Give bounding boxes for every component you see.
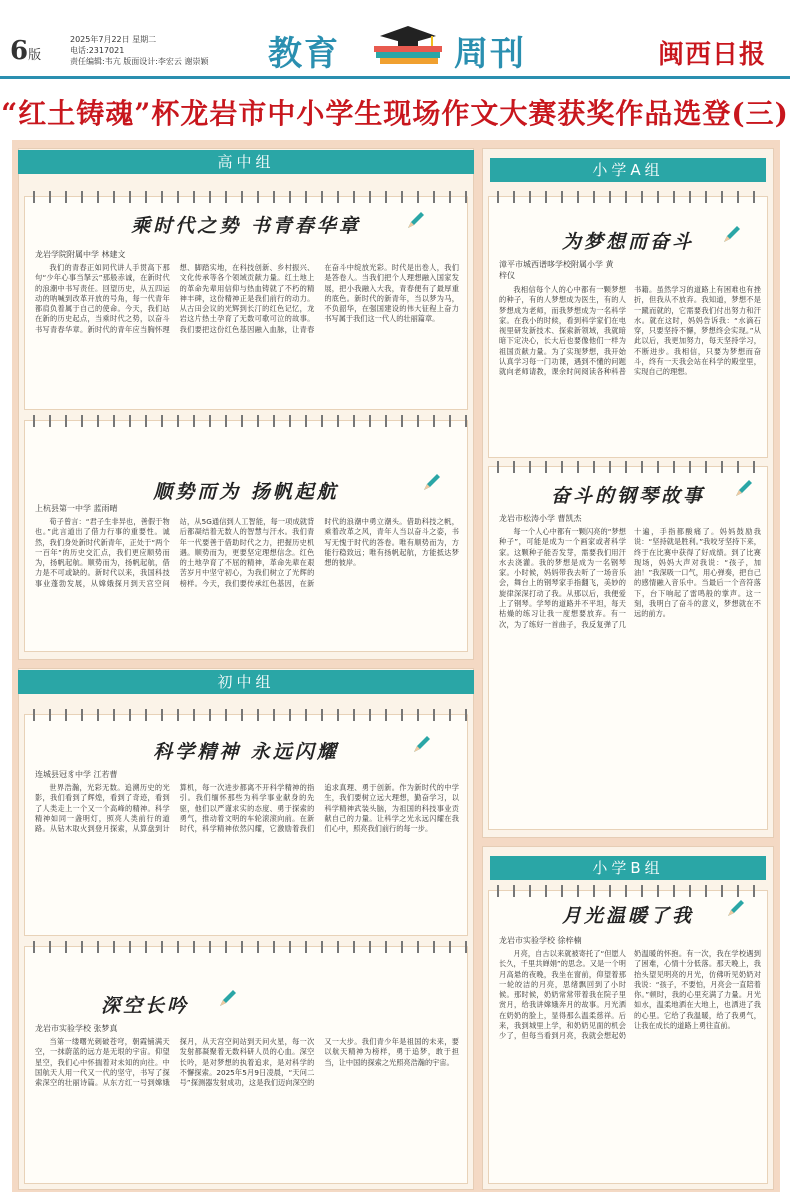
binder-rings (489, 461, 767, 473)
article-card-2 (24, 420, 468, 652)
article-author: 龙岩市实验学校 徐梓楠 (499, 936, 582, 945)
section-tab-primary-b: 小学B组 (490, 856, 766, 880)
pencil-icon (721, 223, 743, 245)
article-author: 龙岩市松涛小学 曹凯杰 (499, 514, 582, 523)
article-card-7 (488, 890, 768, 1184)
article-author: 上杭县第一中学 蓝雨晴 (35, 504, 118, 513)
section-tab-high-school: 高中组 (18, 150, 474, 174)
brand-right: 周刊 (454, 34, 526, 74)
masthead (0, 0, 790, 76)
article-body: 我相信每个人的心中都有一颗梦想的种子，有的人梦想成为医生，有的人梦想成为老师，而我梦想成为一名科学家。在我小的时候，看到科学家们在电视里研发新技术、探索新领域，我就暗暗下定决心，长大后也要像他们一样为祖国贡献力量。为了实现梦想，我开始认真学习每一门功课，遇到不懂的问题就向老师请教，课余时间阅读各种科普书籍。虽然学习的道路上有困难也有挫折，但我从不放弃。我知道，梦想不是一蹴而就的，它需要我们付出努力和汗水。就在这时，妈妈告诉我：“水滴石穿，只要坚持不懈，梦想终会实现。”从此以后，我更加努力，每天坚持学习，不断进步。我相信，只要为梦想而奋斗，终有一天我会站在科学的殿堂里，实现自己的理想。 (499, 285, 761, 377)
article-body: 每一个人心中都有一颗闪亮的“梦想种子”，可能是成为一个画家或者科学家。这颗种子能否发芽，需要我们用汗水去浇灌。我的梦想是成为一名钢琴家。小时候，妈妈带我去听了一场音乐会，舞台上的钢琴家手指翻飞，美妙的旋律深深打动了我。从那以后，我便爱上了钢琴。学琴的道路并不平坦，每天枯燥的练习让我一度想要放弃。有一次，为了练好一首曲子，我反复弹了几十遍，手指都酸痛了。妈妈鼓励我说：“坚持就是胜利。”我咬牙坚持下来，终于在比赛中获得了好成绩。到了比赛现场，妈妈大声对我说：“孩子，加油！”我深吸一口气，用心弹奏，把自己的感情融入音乐中。当最后一个音符落下，台下响起了雷鸣般的掌声。这一刻，我明白了奋斗的意义，梦想就在不远的前方。 (499, 527, 761, 629)
section-tab-middle-school: 初中组 (18, 670, 474, 694)
article-card-6 (488, 466, 768, 830)
article-author: 连城县冠豸中学 江若曹 (35, 770, 118, 779)
article-author: 漳平市城西谱哆学校附属小学 黄梓仪 (499, 260, 614, 280)
article-author: 龙岩市实验学校 张梦真 (35, 1024, 118, 1033)
article-title: 顺势而为 扬帆起航 (153, 481, 339, 503)
article-card-1 (24, 196, 468, 410)
article-card-5 (488, 196, 768, 458)
article-title: 深空长吟 (100, 995, 189, 1017)
binder-rings (489, 191, 767, 203)
pencil-icon (725, 897, 747, 919)
binder-rings (489, 885, 767, 897)
article-card-3 (24, 714, 468, 936)
binder-rings (25, 941, 467, 953)
article-body: 我们的青春正如同代讲人手贯高下那句“少年心事当拏云”那般赤诚，在新时代的浪潮中书写责任。回望历史，从五四运动的呐喊到改革开放的号角，每一代青年都肩负着属于自己的使命。今天，我们站在新的历史起点，当乘时代之势，以奋斗书写青春华章。新时代的青年应当胸怀理想、脚踏实地，在科技创新、乡村振兴、文化传承等各个领域贡献力量。红土地上的革命先辈用信仰与热血铸就了不朽的精神丰碑，这份精神正是我们前行的动力。从古田会议的光辉到长汀的红色记忆，龙岩这片热土孕育了无数可歌可泣的故事。我们要把这份红色基因融入血脉，让青春在奋斗中绽放光彩。时代是出卷人，我们是答卷人。当我们把个人理想融入国家发展，把小我融入大我，青春便有了最厚重的底色。新时代的新青年，当以梦为马，不负韶华，在强国建设的伟大征程上奋力书写属于我们这一代人的壮丽篇章。 (35, 263, 459, 334)
pencil-icon (733, 477, 755, 499)
article-title: 奋斗的钢琴故事 (550, 485, 705, 507)
article-author: 龙岩学院附属中学 林建文 (35, 250, 126, 259)
graduation-cap-books-icon (366, 24, 450, 68)
phone-line: 电话:2317021 (70, 46, 125, 55)
pencil-icon (405, 209, 427, 231)
article-title: 乘时代之势 书青春华章 (131, 215, 361, 237)
article-title: 为梦想而奋斗 (561, 231, 694, 253)
pencil-icon (421, 471, 443, 493)
date-line: 2025年7月22日 星期二 (70, 35, 157, 44)
binder-rings (25, 709, 467, 721)
article-title: 月光温暖了我 (561, 905, 694, 927)
pencil-icon (217, 987, 239, 1009)
editors-line: 责任编辑:韦亢 版面设计:李宏云 谢崇颖 (70, 57, 209, 66)
article-body: 世界浩瀚，光彩无数。追溯历史的光影，我们看到了辉煌，看到了奇迹，看到了人类走上一个又一个高峰的精神。科学精神如同一盏明灯，照亮人类前行的道路。从钻木取火到登月探索，从算盘到计算机，每一次进步都离不开科学精神的指引。我们缅怀那些为科学事业献身的先驱，他们以严谨求实的态度、勇于探索的勇气，推动着文明的车轮滚滚向前。在新时代，科学精神依然闪耀，它激励着我们追求真理、勇于创新。作为新时代的中学生，我们要树立远大理想，勤奋学习，以科学精神武装头脑，为祖国的科技事业贡献自己的力量。让科学之光永远闪耀在我们心中，照亮我们前行的每一步。 (35, 783, 459, 834)
page-headline: “红土铸魂”杯龙岩市中小学生现场作文大赛获奖作品选登(三) (1, 97, 789, 130)
article-body: 当第一缕曙光刺破苍穹，朝霞铺满天空，一抹蔚蓝的远方是无垠的宇宙。仰望星空，我们心中怀揣着对未知的向往。中国航天人用一代又一代的坚守，书写了探索深空的壮丽诗篇。从东方红一号到嫦娥探月，从天宫空间站到天问火星，每一次发射都凝聚着无数科研人员的心血。深空长吟，是对梦想的执着追求，是对科学的不懈探索。2025年5月9日凌晨，“天问二号”探测器发射成功，这是我们迈向深空的又一大步。我们青少年是祖国的未来，要以航天精神为榜样，勇于追梦，敢于担当，让中国的探索之光照亮浩瀚的宇宙。 (35, 1037, 459, 1088)
newspaper-logo: 闽西日报 (658, 40, 767, 70)
article-body: 月亮，自古以来就被寄托了“但愿人长久，千里共婵娟”的思念。又是一个明月高悬的夜晚，我坐在窗前，仰望着那一轮皎洁的月亮，思绪飘回到了小时候。那时候，奶奶常常带着我在院子里赏月，给我讲嫦娥奔月的故事。月光洒在奶奶的脸上，显得那么温柔慈祥。后来，我到城里上学，和奶奶见面的机会少了，但每当看到月亮，我就会想起奶奶温暖的怀抱。有一次，我在学校遇到了困难，心情十分低落。那天晚上，我抬头望见明亮的月光，仿佛听见奶奶对我说：“孩子，不要怕，月亮会一直陪着你。”顿时，我的心里充满了力量。月光如水，温柔地洒在大地上，也洒进了我的心里。它给了我温暖，给了我勇气，让我在成长的道路上勇往直前。 (499, 949, 761, 1041)
binder-rings (25, 415, 467, 427)
page-number: 6版 (10, 36, 42, 66)
brand-left: 教育 (268, 34, 340, 74)
masthead-rule (0, 76, 790, 79)
article-body: 荀子曾言：“君子生非异也，善假于物也。”此言道出了借力行事的重要性。诚然，我们身处新时代新青年，正处于“两个一百年”的历史交汇点，我们更应顺势而为，扬帆起航。顺势而为，扬帆起航，借力是不可或缺的。新时代以来，我国科技事业蓬勃发展，从嫦娥探月到天宫空间站，从5G通信到人工智能，每一项成就背后都凝结着无数人的智慧与汗水。我们青年一代要善于借助时代之力，把握历史机遇。顺势而为，更要坚定理想信念。红色的土地孕育了不屈的精神，革命先辈在艰苦岁月中坚守初心，为我们树立了光辉的榜样。今天，我们要传承红色基因，在新时代的浪潮中勇立潮头。借助科技之帆，乘着改革之风，青年人当以奋斗之姿，书写无愧于时代的答卷。唯有顺势而为，方能行稳致远；唯有扬帆起航，方能抵达梦想的彼岸。 (35, 517, 459, 588)
masthead-meta (70, 34, 208, 67)
binder-rings (25, 191, 467, 203)
article-card-4 (24, 946, 468, 1184)
pencil-icon (411, 733, 433, 755)
section-tab-primary-a: 小学A组 (490, 158, 766, 182)
article-title: 科学精神 永远闪耀 (153, 741, 339, 763)
